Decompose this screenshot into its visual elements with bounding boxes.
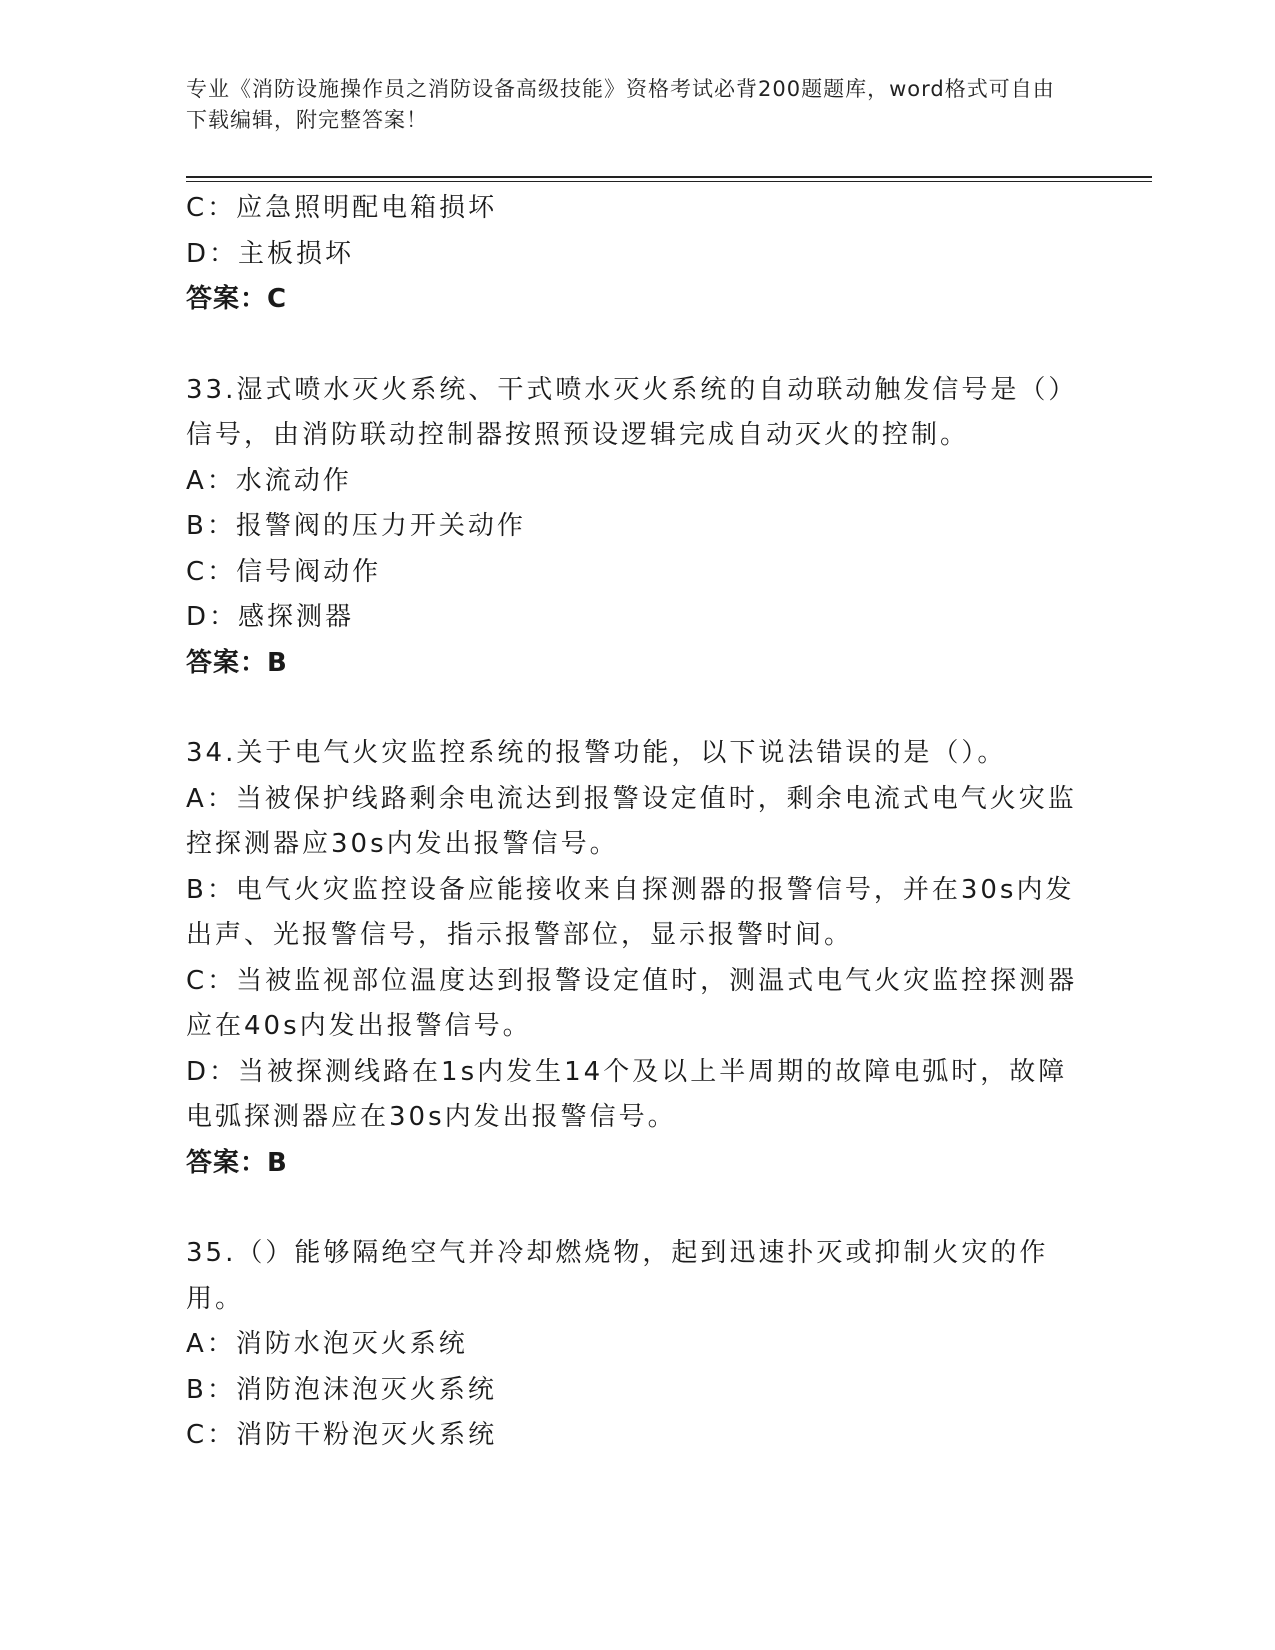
spacer (186, 1186, 1086, 1231)
question-35 (186, 1231, 1086, 1459)
option-c: C：消防干粉泡灭火系统 (186, 1420, 498, 1450)
answer: 答案：B (186, 1147, 288, 1178)
question-stem: 33.湿式喷水灭火系统、干式喷水灭火系统的自动联动触发信号是（）信号，由消防联动控制器按照预设逻辑完成自动灭火的控制。 (186, 374, 1078, 450)
option-a: A：消防水泡灭火系统 (186, 1329, 468, 1359)
spacer (186, 686, 1086, 731)
header-rule-thin (186, 181, 1152, 182)
question-33 (186, 368, 1086, 687)
option-b: B：消防泡沫泡灭火系统 (186, 1374, 497, 1405)
partial-option-c: C：应急照明配电箱损坏 (186, 193, 498, 223)
spacer (186, 323, 1086, 368)
option-c: C：当被监视部位温度达到报警设定值时，测温式电气火灾监控探测器应在40s内发出报警信号。 (186, 965, 1078, 1041)
document-header: 专业《消防设施操作员之消防设备高级技能》资格考试必背200题题库，word格式可自由下载编辑，附完整答案！ (186, 77, 1055, 132)
option-d: D：感探测器 (186, 602, 355, 632)
question-stem: 35.（）能够隔绝空气并冷却燃烧物，起到迅速扑灭或抑制火灾的作用。 (186, 1238, 1049, 1314)
option-b: B：电气火灾监控设备应能接收来自探测器的报警信号，并在30s内发出声、光报警信号，指示报警部位，显示报警时间。 (186, 874, 1075, 950)
partial-option-d: D：主板损坏 (186, 238, 355, 269)
option-d: D：当被探测线路在1s内发生14个及以上半周期的故障电弧时，故障电弧探测器应在30s内发出报警信号。 (186, 1056, 1068, 1132)
question-stem: 34.关于电气火灾监控系统的报警功能，以下说法错误的是（）。 (186, 738, 1007, 768)
partial-answer: 答案：C (186, 284, 288, 314)
header-rule-thick (186, 176, 1152, 178)
option-a: A：水流动作 (186, 465, 352, 496)
question-34 (186, 731, 1086, 1186)
question-content (186, 186, 1086, 1459)
option-c: C：信号阀动作 (186, 556, 382, 587)
option-b: B：报警阀的压力开关动作 (186, 511, 526, 541)
option-a: A：当被保护线路剩余电流达到报警设定值时，剩余电流式电气火灾监控探测器应30s内发出报警信号。 (186, 783, 1077, 859)
answer: 答案：B (186, 647, 288, 678)
